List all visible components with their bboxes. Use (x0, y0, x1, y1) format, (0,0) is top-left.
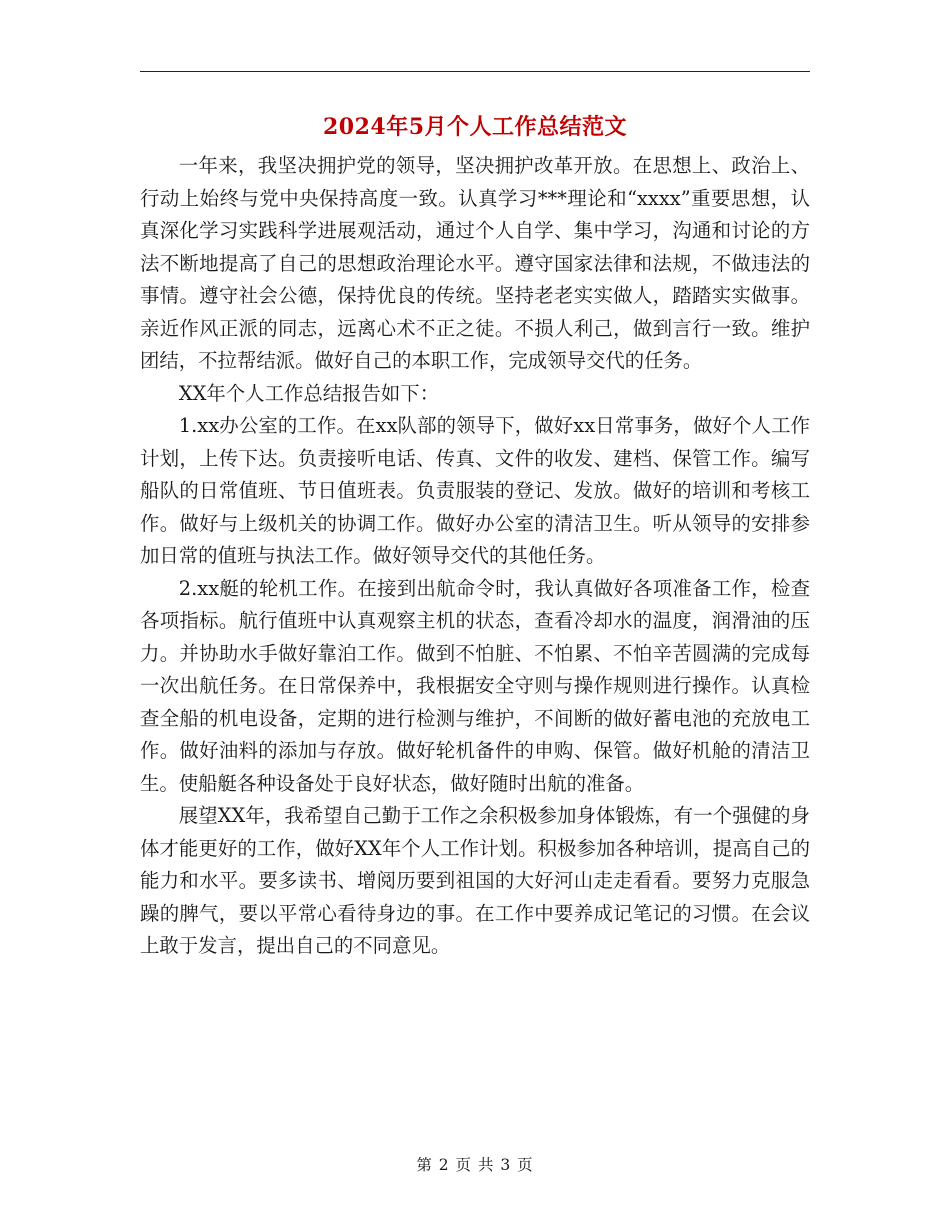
paragraph-intro: 一年来，我坚决拥护党的领导，坚决拥护改革开放。在思想上、政治上、行动上始终与党中央保持高度一致。认真学习***理论和“xxxx”重要思想，认真深化学习实践科学进展观活动，通过个人自学、集中学习，沟通和讨论的方法不断地提高了自己的思想政治理论水平。遵守国家法律和法规，不做违法的事情。遵守社会公德，保持优良的传统。坚持老老实实做人，踏踏实实做事。亲近作风正派的同志，远离心术不正之徒。不损人利己，做到言行一致。维护团结，不拉帮结派。做好自己的本职工作，完成领导交代的任务。 (140, 154, 810, 372)
paragraph-outlook: 展望XX年，我希望自己勤于工作之余积极参加身体锻炼，有一个强健的身体才能更好的工作，做好XX年个人工作计划。积极参加各种培训，提高自己的能力和水平。要多读书、增阅历要到祖国的大好河山走走看看。要努力克服急躁的脾气，要以平常心看待身边的事。在工作中要养成记笔记的习惯。在会议上敢于发言，提出自己的不同意见。 (140, 804, 810, 957)
page-footer: 第 2 页 共 3 页 (416, 1156, 534, 1174)
paragraph-engine-work: 2.xx艇的轮机工作。在接到出航命令时，我认真做好各项准备工作，检查各项指标。航行值班中认真观察主机的状态，查看冷却水的温度，润滑油的压力。并协助水手做好靠泊工作。做到不怕脏、不怕累、不怕辛苦圆满的完成每一次出航任务。在日常保养中，我根据安全守则与操作规则进行操作。认真检查全船的机电设备，定期的进行检测与维护，不间断的做好蓄电池的充放电工作。做好油料的添加与存放。做好轮机备件的申购、保管。做好机舱的清洁卫生。使船艇各种设备处于良好状态，做好随时出航的准备。 (140, 576, 810, 795)
header-rule (140, 71, 810, 72)
document-body (140, 150, 810, 963)
paragraph-report-heading: XX年个人工作总结报告如下： (178, 381, 440, 405)
document-title: 2024年5月个人工作总结范文 (322, 114, 628, 140)
paragraph-office-work: 1.xx办公室的工作。在xx队部的领导下，做好xx日常事务，做好个人工作计划，上传下达。负责接听电话、传真、文件的收发、建档、保管工作。编写船队的日常值班、节日值班表。负责服装的登记、发放。做好的培训和考核工作。做好与上级机关的协调工作。做好办公室的清洁卫生。听从领导的安排参加日常的值班与执法工作。做好领导交代的其他任务。 (140, 414, 810, 567)
